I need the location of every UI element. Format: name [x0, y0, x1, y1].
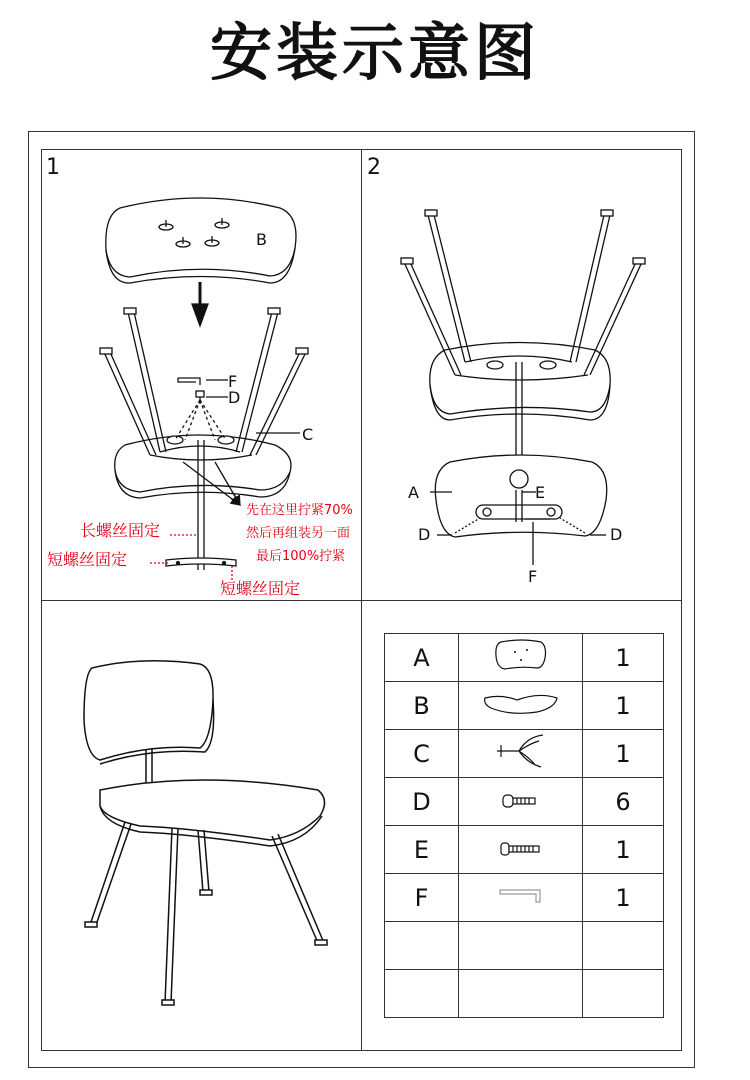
part-letter: B: [385, 682, 459, 730]
note-short-screw-bottom: 短螺丝固定: [220, 579, 301, 598]
hex-key-f: [178, 378, 200, 385]
step-2-number: 2: [367, 155, 381, 180]
seat-icon: [459, 682, 583, 730]
label-d: D: [228, 388, 241, 407]
part-letter: C: [385, 730, 459, 778]
step-2-drawing: [401, 210, 645, 565]
part-quantity: 6: [583, 778, 664, 826]
seat-panel-b: [106, 198, 296, 283]
part-quantity: [583, 922, 664, 970]
parts-row: [385, 922, 664, 970]
short-screw-icon: [459, 778, 583, 826]
parts-row: [385, 778, 664, 826]
label-d-right: D: [610, 525, 623, 544]
hex-key-icon: [459, 874, 583, 922]
parts-row: [385, 634, 664, 682]
note-tighten-1: 先在这里拧紧70%: [246, 503, 353, 518]
back-bracket: [166, 558, 236, 566]
label-d-left: D: [418, 525, 431, 544]
part-quantity: 1: [583, 874, 664, 922]
parts-row: [385, 682, 664, 730]
part-quantity: 1: [583, 826, 664, 874]
part-letter: A: [385, 634, 459, 682]
label-b: B: [256, 230, 267, 249]
down-arrow-icon: [192, 282, 208, 326]
part-letter: E: [385, 826, 459, 874]
label-f-step2: F: [528, 567, 538, 586]
empty-cell: [459, 922, 583, 970]
backrest-a: [435, 455, 606, 537]
parts-table: [384, 633, 664, 1018]
long-screw-icon: [459, 826, 583, 874]
parts-row: [385, 970, 664, 1018]
part-letter: F: [385, 874, 459, 922]
parts-row: [385, 874, 664, 922]
page-title: 安装示意图: [209, 16, 540, 89]
step-1-number: 1: [46, 155, 60, 180]
label-c: C: [302, 425, 314, 444]
screw-d: [196, 391, 204, 404]
part-quantity: 1: [583, 730, 664, 778]
part-quantity: 1: [583, 682, 664, 730]
part-quantity: [583, 970, 664, 1018]
backrest-icon: [459, 634, 583, 682]
part-letter: [385, 970, 459, 1018]
note-tighten-3: 最后100%拧紧: [256, 549, 346, 564]
part-quantity: 1: [583, 634, 664, 682]
empty-cell: [459, 970, 583, 1018]
note-short-screw-left: 短螺丝固定: [47, 550, 128, 569]
part-letter: [385, 922, 459, 970]
finished-chair: [84, 661, 327, 1005]
note-long-screw: 长螺丝固定: [80, 521, 161, 540]
label-f: F: [228, 372, 238, 391]
frame-icon: [459, 730, 583, 778]
parts-row: [385, 730, 664, 778]
label-e: E: [535, 483, 546, 502]
part-letter: D: [385, 778, 459, 826]
parts-row: [385, 826, 664, 874]
label-a: A: [408, 483, 419, 502]
note-tighten-2: 然后再组装另一面: [246, 526, 351, 541]
